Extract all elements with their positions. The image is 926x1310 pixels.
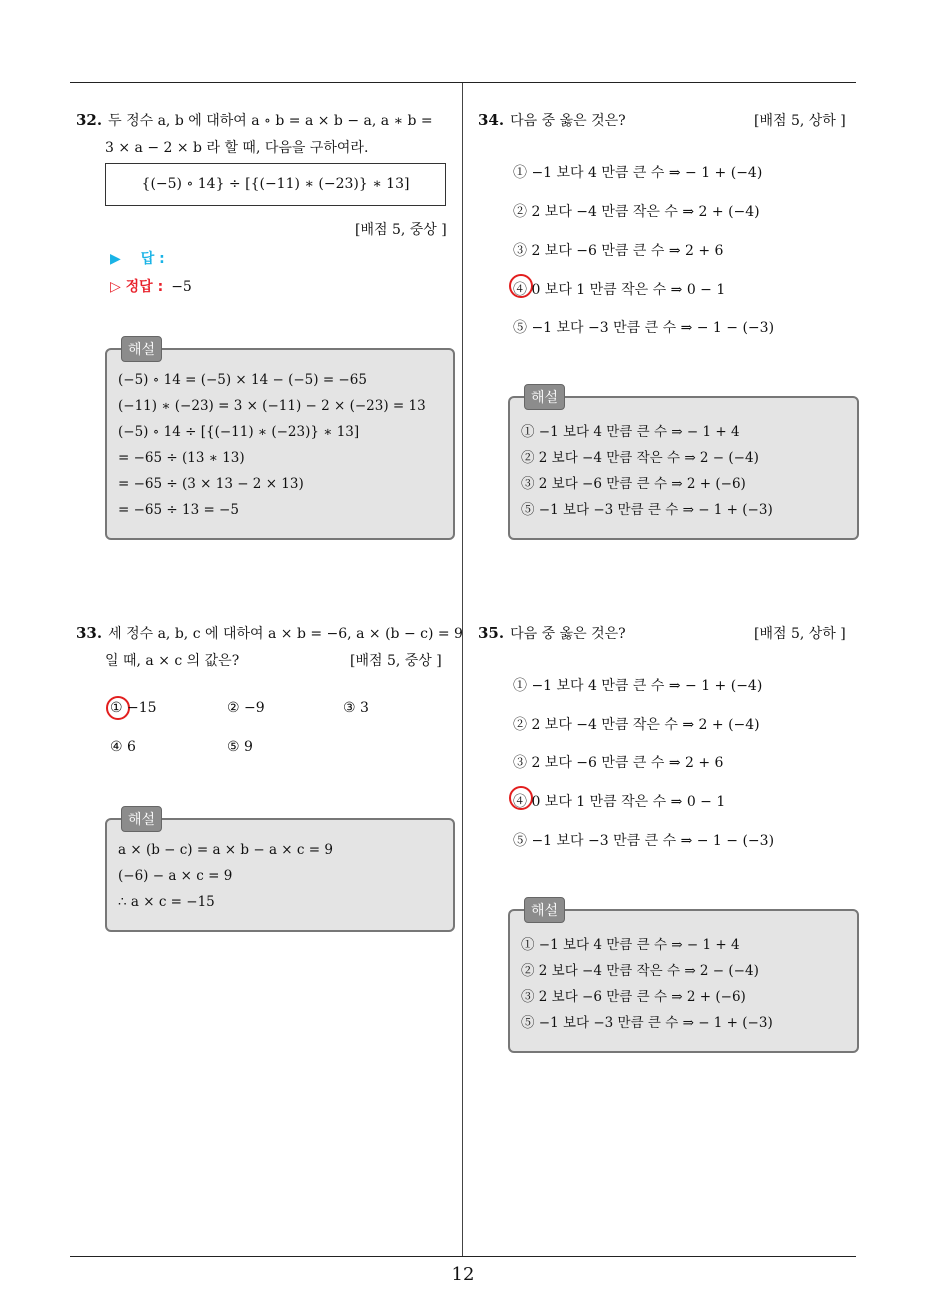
exp-line: ① −1 보다 4 만큼 큰 수 ⇒ − 1 + 4 <box>521 424 740 440</box>
q35-option-1: ① −1 보다 4 만큼 큰 수 ⇒ − 1 + (−4) <box>513 678 763 694</box>
q35-line1 <box>478 623 626 643</box>
q33-number: 33. <box>76 624 103 642</box>
exp-line: a × (b − c) = a × b − a × c = 9 <box>118 842 333 858</box>
q33-option-3: ③ 3 <box>343 700 369 716</box>
q35-explanation <box>508 903 859 1053</box>
answer-label-text: 답 : <box>140 251 165 267</box>
q34-option-5: ⑤ −1 보다 −3 만큼 큰 수 ⇒ − 1 − (−3) <box>513 320 775 336</box>
q34-text: 다음 중 옳은 것은? <box>510 113 626 129</box>
q33-option-5: ⑤ 9 <box>227 739 253 755</box>
exp-line: ⑤ −1 보다 −3 만큼 큰 수 ⇒ − 1 + (−3) <box>521 502 773 518</box>
explanation-tag: 해설 <box>121 336 162 362</box>
column-divider <box>462 83 463 1257</box>
exp-line: ② 2 보다 −4 만큼 작은 수 ⇒ 2 − (−4) <box>521 450 759 466</box>
q34-option-1: ① −1 보다 4 만큼 큰 수 ⇒ − 1 + (−4) <box>513 165 763 181</box>
q32-text1: 두 정수 a, b 에 대하여 a ∘ b = a × b − a, a ∗ b = <box>108 113 433 129</box>
exp-line: (−6) − a × c = 9 <box>118 868 233 884</box>
q32-expression-box <box>105 163 446 206</box>
q32-answer-label <box>110 248 165 268</box>
explanation-tag: 해설 <box>524 897 565 923</box>
page-number: 12 <box>451 1264 475 1285</box>
exp-line: ∴ a × c = −15 <box>118 894 215 910</box>
exp-line: ③ 2 보다 −6 만큼 큰 수 ⇒ 2 + (−6) <box>521 476 746 492</box>
q33-explanation <box>105 812 455 932</box>
q32-explanation <box>105 342 455 540</box>
q34-option-4: ④ 0 보다 1 만큼 작은 수 ⇒ 0 − 1 <box>513 282 726 298</box>
q35-option-4: ④ 0 보다 1 만큼 작은 수 ⇒ 0 − 1 <box>513 794 726 810</box>
q35-option-5: ⑤ −1 보다 −3 만큼 큰 수 ⇒ − 1 − (−3) <box>513 833 775 849</box>
q35-option-2: ② 2 보다 −4 만큼 작은 수 ⇒ 2 + (−4) <box>513 717 760 733</box>
q32-meta: [배점 5, 중상 ] <box>355 222 447 238</box>
q34-number: 34. <box>478 111 505 129</box>
q32-correct <box>110 276 192 296</box>
q33-option-1: ① −15 <box>110 700 157 716</box>
q34-meta: [배점 5, 상하 ] <box>754 113 846 129</box>
q32-expression: {(−5) ∘ 14} ÷ [{(−11) ∗ (−23)} ∗ 13] <box>141 176 410 192</box>
correct-value: −5 <box>171 279 192 295</box>
exp-line: = −65 ÷ (13 ∗ 13) <box>118 450 245 466</box>
q32-text2: 3 × a − 2 × b 라 할 때, 다음을 구하여라. <box>105 140 369 156</box>
q34-option-2: ② 2 보다 −4 만큼 작은 수 ⇒ 2 + (−4) <box>513 204 760 220</box>
exp-line: ① −1 보다 4 만큼 큰 수 ⇒ − 1 + 4 <box>521 937 740 953</box>
explanation-tag: 해설 <box>121 806 162 832</box>
exp-line: = −65 ÷ (3 × 13 − 2 × 13) <box>118 476 304 492</box>
exp-line: (−5) ∘ 14 ÷ [{(−11) ∗ (−23)} ∗ 13] <box>118 424 360 440</box>
q33-option-2: ② −9 <box>227 700 265 716</box>
q35-number: 35. <box>478 624 505 642</box>
correct-label-text: 정답 : <box>125 279 164 295</box>
exp-line: ⑤ −1 보다 −3 만큼 큰 수 ⇒ − 1 + (−3) <box>521 1015 773 1031</box>
q33-meta: [배점 5, 중상 ] <box>350 653 442 669</box>
footer-rule <box>70 1256 856 1257</box>
header-rule <box>70 82 856 83</box>
q35-option-3: ③ 2 보다 −6 만큼 큰 수 ⇒ 2 + 6 <box>513 755 724 771</box>
outline-play-icon: ▷ <box>110 279 121 295</box>
exp-line: = −65 ÷ 13 = −5 <box>118 502 239 518</box>
q33-line1 <box>76 623 463 643</box>
exp-line: ② 2 보다 −4 만큼 작은 수 ⇒ 2 − (−4) <box>521 963 759 979</box>
q33-text2: 일 때, a × c 의 값은? <box>105 653 240 669</box>
q35-text: 다음 중 옳은 것은? <box>510 626 626 642</box>
q32-number: 32. <box>76 111 103 129</box>
q34-option-3: ③ 2 보다 −6 만큼 큰 수 ⇒ 2 + 6 <box>513 243 724 259</box>
q33-text1: 세 정수 a, b, c 에 대하여 a × b = −6, a × (b − c) = 9 <box>108 626 463 642</box>
q35-meta: [배점 5, 상하 ] <box>754 626 846 642</box>
q33-option-4: ④ 6 <box>110 739 136 755</box>
exp-line: ③ 2 보다 −6 만큼 큰 수 ⇒ 2 + (−6) <box>521 989 746 1005</box>
q34-line1 <box>478 110 626 130</box>
exp-line: (−5) ∘ 14 = (−5) × 14 − (−5) = −65 <box>118 372 367 388</box>
explanation-tag: 해설 <box>524 384 565 410</box>
exp-line: (−11) ∗ (−23) = 3 × (−11) − 2 × (−23) = 13 <box>118 398 426 414</box>
q34-explanation <box>508 390 859 540</box>
q32-line1 <box>76 110 433 130</box>
play-icon: ▶ <box>110 251 121 267</box>
